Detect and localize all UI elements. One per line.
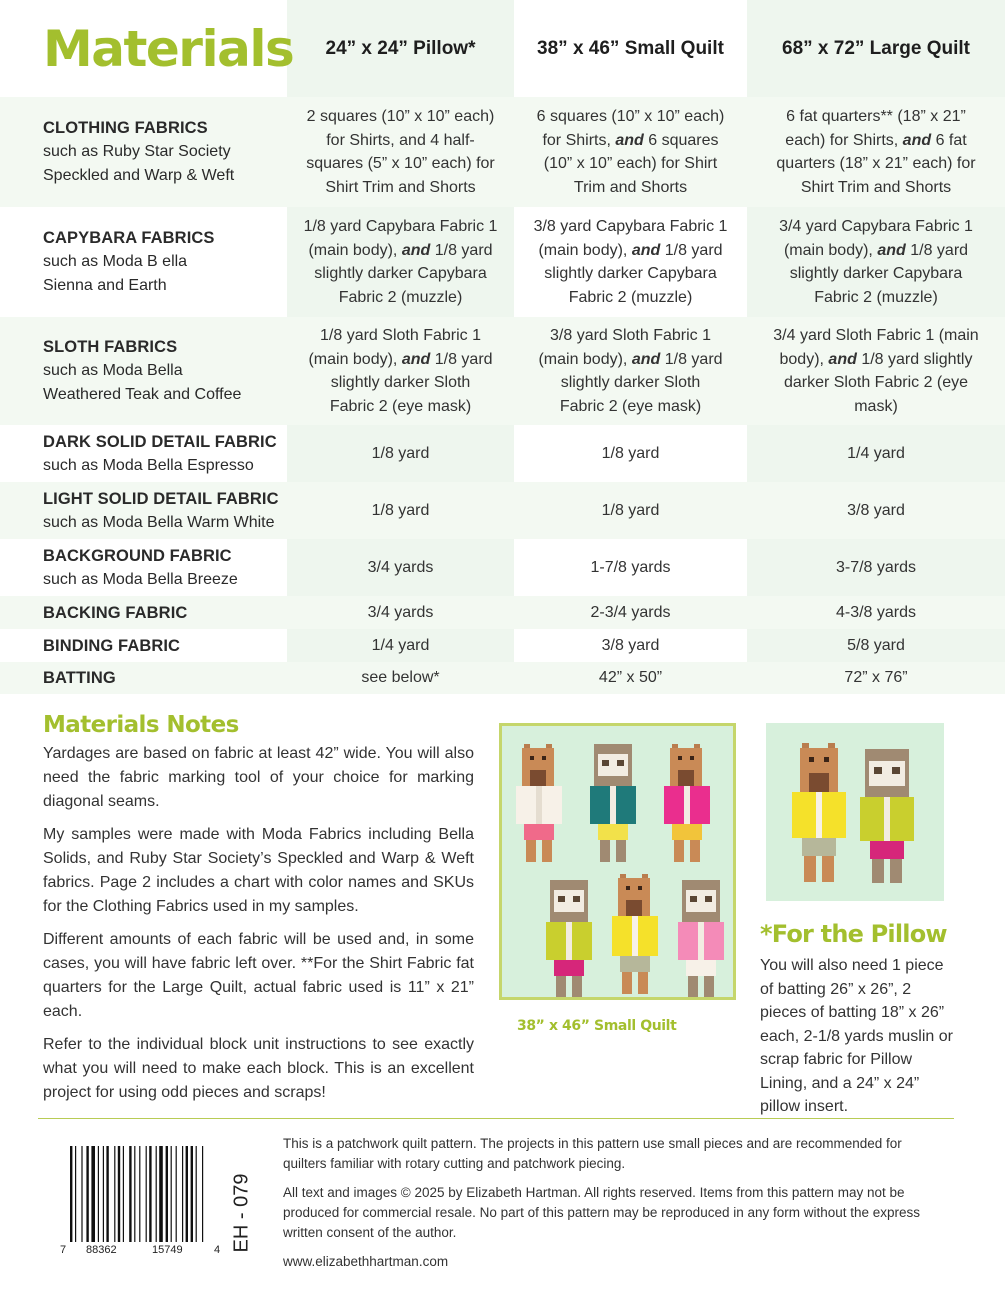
notes-paragraph: Different amounts of each fabric will be used and, in some cases, you will have fabric left over. **For the Shirt Fabric fat quarters for the Large Quilt, actual fabric used is 11” x 21” each. xyxy=(43,931,474,1020)
barcode-bar xyxy=(186,1146,188,1242)
table-header xyxy=(0,0,1005,97)
fabric-suggestion: such as Moda Bella xyxy=(43,362,183,379)
table-cell: 3/4 yard Sloth Fabric 1 (main body), and 1/8 yard slightly darker Sloth Fabric 2 (eye mask) xyxy=(773,327,979,415)
barcode-bar xyxy=(196,1146,197,1242)
column-header: 24” x 24” Pillow* xyxy=(325,37,476,59)
barcode-bar xyxy=(70,1146,72,1242)
table-cell: 3/4 yards xyxy=(367,558,434,576)
page-title: Materials xyxy=(43,19,294,78)
barcode-bar xyxy=(139,1146,140,1242)
table-cell: 4-3/8 yards xyxy=(835,603,917,621)
table-cell: 3/8 yard Capybara Fabric 1 (main body), and 1/8 yard slightly darker Capybara Fabric 2 (muzzle) xyxy=(533,218,728,306)
table-cell: 5/8 yard xyxy=(847,636,905,654)
sloth-figure xyxy=(546,880,592,997)
barcode-bar xyxy=(103,1146,104,1242)
table-cell: 3-7/8 yards xyxy=(835,558,917,576)
barcode-bar xyxy=(86,1146,88,1242)
quilt-caption: 38” x 46” Small Quilt xyxy=(517,1018,677,1034)
pillow-text: You will also need 1 piece of batting 26” x 26”, 2 pieces of batting 18” x 26” each, 2-1/8 yards muslin or scrap fabric for Pillow Lining, and a 24” x 24” pillow insert. xyxy=(760,957,953,1115)
row-label xyxy=(0,335,287,407)
table-cell: 3/4 yards xyxy=(367,603,434,621)
fabric-suggestion: such as Moda Bella Warm White xyxy=(43,513,275,531)
table-cell: 6 fat quarters** (18” x 21” each) for Shirts, and 6 fat quarters (18” x 21” each) for Shirt Trim and Shorts xyxy=(776,108,976,196)
fabric-name: BACKING FABRIC xyxy=(43,603,188,622)
table-row xyxy=(0,207,1005,317)
capybara-figure xyxy=(792,743,846,882)
pillow-heading: *For the Pillow xyxy=(760,920,947,948)
sloth-figure xyxy=(860,749,914,883)
fabric-suggestion: Weathered Teak and Coffee xyxy=(43,386,242,403)
column-header: 68” x 72” Large Quilt xyxy=(782,37,970,59)
barcode-digit: 4 xyxy=(214,1244,221,1256)
row-label xyxy=(0,487,287,535)
table-cell: 1/4 yard xyxy=(847,444,905,462)
table-cell: 1/8 yard Sloth Fabric 1 (main body), and 1/8 yard slightly darker Sloth Fabric 2 (eye mask) xyxy=(308,327,493,415)
barcode-bar xyxy=(202,1146,203,1242)
notes-paragraph: Refer to the individual block unit instructions to see exactly what you will need to make each block. This is an excellent project for using odd pieces and scraps! xyxy=(43,1036,474,1101)
fabric-suggestion: such as Moda B ella xyxy=(43,253,188,270)
barcode-bar xyxy=(182,1146,183,1242)
barcode-bar xyxy=(91,1146,95,1242)
row-label xyxy=(0,116,287,188)
barcode-bar xyxy=(176,1146,177,1242)
fabric-name: DARK SOLID DETAIL FABRIC xyxy=(43,432,277,451)
table-cell: 1-7/8 yards xyxy=(590,558,671,576)
sku-label xyxy=(222,1168,262,1258)
notes-paragraph: My samples were made with Moda Fabrics including Bella Solids, and Ruby Star Society’s Speckled and Warp & Weft fabrics. Page 2 includes a chart with color names and SKUs for the Clothing Fabrics used in my samples. xyxy=(43,826,474,915)
fabric-name: LIGHT SOLID DETAIL FABRIC xyxy=(43,489,279,508)
barcode-bar xyxy=(159,1146,163,1242)
table-cell: 1/4 yard xyxy=(371,636,430,654)
fabric-name: CAPYBARA FABRICS xyxy=(43,229,215,247)
table-cell: 1/8 yard xyxy=(371,444,430,462)
capybara-figure xyxy=(612,874,658,994)
table-cell: 3/8 yard xyxy=(601,636,660,654)
table-cell: 1/8 yard Capybara Fabric 1 (main body), and 1/8 yard slightly darker Capybara Fabric 2 (muzzle) xyxy=(303,218,498,306)
pillow-illustration xyxy=(766,723,944,901)
fabric-name: BATTING xyxy=(43,669,116,687)
table-cell: 1/8 yard xyxy=(601,501,660,519)
notes-heading: Materials Notes xyxy=(43,712,239,738)
table-row xyxy=(0,97,1005,207)
fabric-suggestion: Sienna and Earth xyxy=(43,277,167,294)
barcode-bar xyxy=(123,1146,124,1242)
table-cell: 2 squares (10” x 10” each) for Shirts, and 4 half- squares (5” x 10” each) for Shirt Trim and Shorts xyxy=(306,108,495,196)
table-row xyxy=(0,482,1005,539)
capybara-figure xyxy=(664,744,710,862)
table-cell: 1/8 yard xyxy=(601,444,660,462)
barcode-bar xyxy=(166,1146,168,1242)
small-quilt-image xyxy=(499,723,736,1000)
barcode-image xyxy=(64,1144,224,1256)
barcode-bar xyxy=(129,1146,131,1242)
table-row xyxy=(0,317,1005,425)
row-label xyxy=(0,430,287,478)
barcode-bar xyxy=(81,1146,82,1242)
barcode-bar xyxy=(191,1146,193,1242)
row-label xyxy=(0,544,287,592)
row-label xyxy=(0,666,287,690)
barcode-bar xyxy=(75,1146,76,1242)
barcode-bar xyxy=(134,1146,135,1242)
fabric-name: BACKGROUND FABRIC xyxy=(43,546,232,565)
fabric-name: CLOTHING FABRICS xyxy=(43,119,208,137)
barcode-bar xyxy=(118,1146,120,1242)
barcode-bar xyxy=(146,1146,147,1242)
barcode-digit: 88362 xyxy=(86,1244,117,1256)
table-row xyxy=(0,629,1005,662)
footer-paragraph: This is a patchwork quilt pattern. The projects in this pattern use small pieces and are recommended for quilters familiar with rotary cutting and patchwork piecing. xyxy=(283,1136,902,1171)
table-cell: 42” x 50” xyxy=(598,669,663,687)
barcode-bar xyxy=(156,1146,157,1242)
fabric-suggestion: such as Moda Bella Breeze xyxy=(43,570,238,588)
footer-url: www.elizabethhartman.com xyxy=(283,1254,449,1269)
notes-paragraph: Yardages are based on fabric at least 42” wide. You will also need the fabric marking tool of your choice for marking diagonal seams. xyxy=(43,745,474,810)
quilt-illustration xyxy=(502,726,733,997)
sku-text: EH - 079 xyxy=(230,1173,253,1253)
row-label xyxy=(0,601,287,625)
barcode-bar xyxy=(171,1146,172,1242)
footer-text xyxy=(283,1134,943,1281)
table-cell: 3/4 yard Capybara Fabric 1 (main body), and 1/8 yard slightly darker Capybara Fabric 2 (muzzle) xyxy=(779,218,973,306)
table-row xyxy=(0,596,1005,629)
table-row xyxy=(0,662,1005,694)
barcode-digit: 15749 xyxy=(152,1244,183,1256)
fabric-name: SLOTH FABRICS xyxy=(43,338,178,356)
fabric-suggestion: Speckled and Warp & Weft xyxy=(43,167,235,184)
sloth-figure xyxy=(678,880,724,997)
barcode-digit: 7 xyxy=(60,1244,67,1256)
table-cell: see below* xyxy=(361,669,440,687)
sloth-figure xyxy=(590,744,636,862)
barcode-bar xyxy=(149,1146,151,1242)
fabric-suggestion: such as Ruby Star Society xyxy=(43,143,231,160)
table-row xyxy=(0,539,1005,596)
row-label xyxy=(0,634,287,658)
table-cell: 6 squares (10” x 10” each) for Shirts, and 6 squares (10” x 10” each) for Shirt Trim and Shorts xyxy=(536,108,725,196)
table-cell: 1/8 yard xyxy=(371,501,430,519)
barcode-bar xyxy=(114,1146,115,1242)
barcode-bar xyxy=(106,1146,108,1242)
row-label xyxy=(0,226,287,298)
materials-notes xyxy=(43,712,474,1114)
table-cell: 2-3/4 yards xyxy=(590,603,671,621)
barcode-bar xyxy=(98,1146,99,1242)
fabric-suggestion: such as Moda Bella Espresso xyxy=(43,456,254,474)
fabric-name: BINDING FABRIC xyxy=(43,636,181,655)
capybara-figure xyxy=(516,744,562,862)
column-header: 38” x 46” Small Quilt xyxy=(537,37,724,59)
table-cell: 72” x 76” xyxy=(844,669,908,687)
table-cell: 3/8 yard Sloth Fabric 1 (main body), and 1/8 yard slightly darker Sloth Fabric 2 (eye mask) xyxy=(538,327,723,415)
pillow-image xyxy=(766,723,944,901)
footer-divider xyxy=(38,1118,954,1119)
table-cell: 3/8 yard xyxy=(847,501,905,519)
table-row xyxy=(0,425,1005,482)
footer-paragraph: All text and images © 2025 by Elizabeth Hartman. All rights reserved. Items from this pattern may not be produced for commercial resale. No part of this pattern may be reproduced in any form without the express written consent of the author. xyxy=(283,1185,921,1240)
